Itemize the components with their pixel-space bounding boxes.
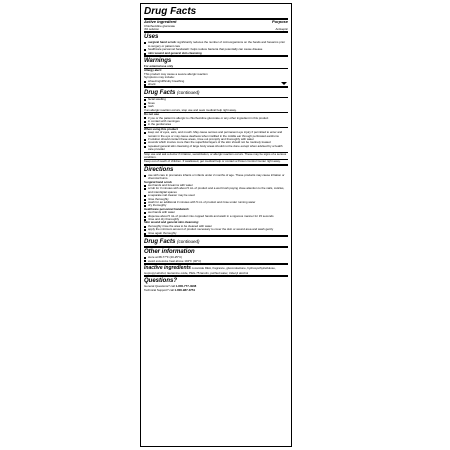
active-ingredient-heading: Active ingredient	[144, 19, 177, 24]
list-item: repeated general skin cleansing of large body areas should not be done except when advised by a health care provider	[144, 145, 288, 152]
general-questions-phone: 1-800-777-4908	[175, 284, 197, 289]
list-item: wounds which involve more than the superficial layers of the skin should not be routinely treated	[144, 141, 288, 144]
stop-use-text: Stop use and ask a doctor if irritation, sensitization, or allergic reaction occurs. These may be signs of a serious condition.	[144, 151, 287, 159]
questions-heading: Questions?	[144, 278, 178, 285]
active-ingredient-percent: 4% solution	[144, 27, 159, 31]
list-item: dispense about 5 mL of product into cupped hands and wash in a vigorous manner for 15 seconds	[144, 215, 288, 218]
inactive-ingredients-text: cocamide DEA, fragrance, gluconolactone, hydroxyethylcellulose, isopropyl alcohol, lauramine oxide, PEG-75 lanolin, purified water, tridecyl alcohol	[144, 265, 276, 275]
list-item: rinse and dry thoroughly	[144, 218, 288, 221]
list-item: shock	[144, 83, 288, 86]
active-ingredient-purpose: Antiseptic	[275, 27, 288, 31]
list-item: surgical hand scrub: significantly reduces the number of microorganisms on the hands and forearms prior to surgery or patient care	[144, 41, 288, 48]
list-item: rinse again thoroughly	[144, 232, 288, 235]
keep-out-reach-text: Keep out of reach of children. If swallowed, get medical help or contact a Poison Control Center right away.	[144, 159, 281, 164]
handwash-title: Healthcare personnel handwash:	[144, 206, 190, 211]
when-using-list	[144, 131, 288, 151]
uses-heading: Uses	[144, 34, 159, 41]
list-item: scrub for 3 minutes with about 5 mL of product and a wet brush paying close attention to the nails, cuticles, and interdigital spaces	[144, 187, 288, 194]
inactive-ingredients	[144, 265, 288, 275]
handwash-list	[144, 211, 288, 221]
purpose-heading: Purpose	[271, 19, 288, 24]
list-item: rash	[144, 105, 288, 108]
list-item: rinse thoroughly	[144, 198, 288, 201]
technical-support-line: Technical Support? call 1-800-987-3751	[144, 287, 196, 292]
other-information-heading: Other information	[144, 249, 195, 256]
list-item: wet hands and forearms with water	[144, 184, 288, 187]
list-item: store at 68-77°F (20-25°C)	[144, 256, 288, 259]
allergy-alert-text: This product may cause a severe allergic reaction	[144, 71, 208, 76]
list-item: avoid excessive heat above 104°F (40°C)	[144, 260, 288, 263]
other-information-list	[144, 256, 288, 263]
directions-heading: Directions	[144, 166, 174, 173]
list-item: skin wound and general skin cleansing	[144, 52, 288, 55]
directions-intro-list	[144, 174, 288, 181]
skin-cleansing-list	[144, 225, 288, 235]
do-not-use-title: Do not use	[144, 112, 159, 117]
active-ingredient-name: Chlorhexidine gluconate	[144, 23, 176, 28]
list-item: facial swelling	[144, 98, 288, 101]
warnings-panel	[144, 57, 288, 86]
uses-list-rest	[144, 48, 288, 55]
do-not-use-list	[144, 117, 288, 127]
drug-facts-continued-heading: Drug Facts (continued)	[144, 90, 200, 97]
list-item: use with care in premature infants or infants under 2 months of age. These products may cause irritation or chemical burns.	[144, 174, 288, 181]
allergy-alert-title: Allergy alert:	[144, 68, 162, 73]
drug-facts-continued-heading-2: Drug Facts (continued)	[144, 239, 200, 246]
technical-support-phone: 1-800-987-3751	[174, 287, 196, 292]
surgical-scrub-title: Surgical hand scrub	[144, 179, 172, 184]
list-item: healthcare personnel handwash: helps reduce bacteria that potentially can cause disease	[144, 48, 288, 51]
general-questions-line: General Questions? call 1-800-777-4908	[144, 284, 197, 289]
list-item: wheezing/difficulty breathing	[144, 80, 288, 83]
symptoms-list	[144, 80, 288, 87]
drug-facts-label	[140, 3, 292, 447]
surgical-scrub-list	[144, 184, 288, 208]
stop-allergic-text: If an allergic reaction occurs, stop use and seek medical help right away.	[144, 107, 237, 112]
list-item: dry thoroughly	[144, 204, 288, 207]
symptoms-list-continued	[144, 98, 288, 108]
external-use-note: For external use only	[144, 64, 174, 69]
drug-facts-title: Drug Facts	[144, 6, 197, 17]
warnings-heading: Warnings	[144, 58, 172, 65]
list-item: if you or the patient is allergic to chlorhexidine gluconate or any other ingredient in this product	[144, 117, 288, 120]
continued-arrow-icon	[281, 82, 287, 85]
list-item: wash for an additional 3 minutes with 5 mL of product and rinse under running water	[144, 201, 288, 204]
list-item: hives	[144, 102, 288, 105]
list-item: in the genital area	[144, 123, 288, 126]
skin-cleansing-title: Skin wound and general skin cleansing:	[144, 220, 199, 225]
list-item: keep out of eyes, ears, and mouth. May cause serious and permanent eye injury if permitted to enter and remain in the eye or may cause deafness when instilled in the middle ear through perforated eardrums	[144, 131, 288, 138]
list-item: in contact with meninges	[144, 120, 288, 123]
inactive-ingredients-heading: Inactive ingredients	[144, 264, 191, 271]
list-item: if solution should contact these areas, rinse out promptly and thoroughly with water	[144, 138, 288, 141]
allergy-symptoms-intro: Symptoms may include:	[144, 75, 175, 80]
list-item: apply the minimum amount of product necessary to cover the skin or wound area and wash gently	[144, 228, 288, 231]
list-item: thoroughly rinse the area to be cleaned with water	[144, 225, 288, 228]
when-using-title: When using this product	[144, 126, 178, 131]
list-item: wet hands with water	[144, 211, 288, 214]
list-item: a separate nail cleaner may be used	[144, 194, 288, 197]
